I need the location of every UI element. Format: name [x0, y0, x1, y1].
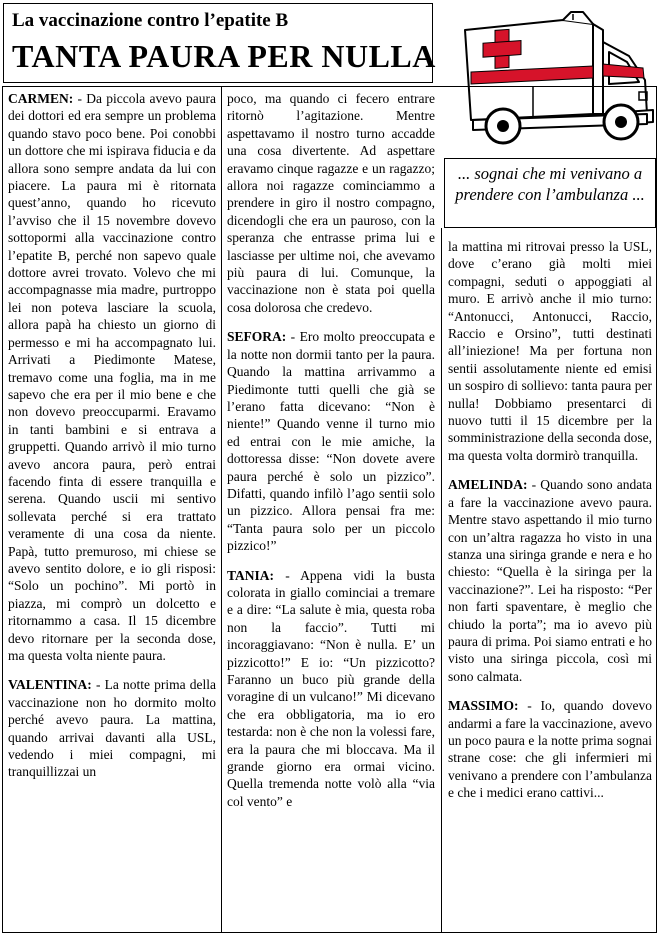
- speaker-name: SEFORA:: [227, 329, 287, 345]
- article-text: - La notte prima della vaccinazione non ho dormito molto perché avevo paura. La mattina, quando arrivai davanti alla USL, vedendo i miei compagni, mi tranquillizzai un: [8, 677, 217, 780]
- article-text: - Io, quando dovevo andarmi a fare la vaccinazione, avevo un poco paura e la notte prima sognai strane cose: che gli infermieri mi venivano a prendere con l’ambulanza e che i medici erano cattivi...: [448, 698, 653, 801]
- speaker-name: MASSIMO:: [448, 698, 519, 714]
- column-divider: [221, 87, 222, 932]
- article-text: - Ero molto preoccupata e la notte non dormii tanto per la paura. Quando la mattina arrivammo a Piedimonte tutti quelli che già se l’erano fatta dicevano: “Non è niente!” Quando venne il turno mio ed entrai con le mie amiche, la dottoressa disse: “Non dovete avere paura perché è solo un pizzico”. Difatti, quando infilò l’ago sentii solo un pizzico. Allora pensai fra me: “Tanta paura solo per un piccolo pizzico!”: [227, 329, 435, 554]
- headline-box: [3, 3, 436, 83]
- article-tania-cont: la mattina mi ritrovai presso la USL, dove c’erano già molti miei compagni, seduti o appoggiati al muro. E arrivò anche il mio turno: “Antonucci, Antonucci, Raccio, Raccio e Orsino”, tutti destinati all’iniezione! Ma per fortuna non sentii assolutamente niente ed emisi un sospiro di sollievo: tanta paura per nulla! Dobbiamo presentarci di nuovo tutti il 15 dicembre per la somministrazione della seconda dose, ma questa volta dormirò tranquilla.: [448, 239, 652, 463]
- headline-subtitle: La vaccinazione contro l’epatite B: [12, 10, 289, 31]
- speaker-name: AMELINDA:: [448, 477, 528, 493]
- speaker-name: TANIA:: [227, 567, 274, 583]
- speaker-name: VALENTINA:: [8, 677, 92, 693]
- article-carmen: [8, 90, 216, 664]
- article-tania: [227, 567, 435, 811]
- article-massimo: [448, 697, 652, 801]
- headline-title: TANTA PAURA PER NULLA: [12, 38, 436, 74]
- article-sefora: [227, 328, 435, 554]
- article-text: - Appena vidi la busta colorata in giallo cominciai a tremare e a dire: “La salute è mia, questa roba non la faccio”. Tutti mi incoraggiavano: “Non è nulla. E’ un pizzicotto!” E io: “Un pizzicotto? Faranno un buco più grande della voragine di un vulcano!” Mi dicevano che era obbligatoria, ma io ero testarda: non è che non la volessi fare, era la paura che mi bloccava. Ma il grande giorno era ormai vicino. Quella tremenda notte volò alla “via col vento” e: [227, 567, 435, 809]
- article-valentina-cont: poco, ma quando ci fecero entrare ritornò l’agitazione. Mentre aspettavamo il nostro turno accadde una cosa divertente. Ad aspettare eravamo cinque ragazze e un ragazzo; allora noi ragazze cominciammo a prendere in giro il nostro compagno, dicendogli che era un pauroso, con la speranza che entrasse prima lui e lasciasse per ultime noi, che avevamo più paura di lui. Comunque, la vaccinazione non è stata poi quella cosa dolorosa che credevo.: [227, 91, 435, 315]
- column-1: [8, 90, 216, 781]
- article-text: - Quando sono andata a fare la vaccinazione avevo paura. Mentre stavo aspettando il mio turno con un’altra ragazza ho visto in una stanza una siringa grande e nera e ho chiesto: “Quella è la siringa per la vaccinazione?”. Lei ha risposto: “Per non farti spaventare, è meglio che chiudo la porta”; ma io avevo più paura di prima. Poi siamo entrati e ho visto una siringa piccola, così mi sono calmata.: [448, 477, 653, 684]
- speaker-name: CARMEN:: [8, 91, 74, 106]
- article-text: - Da piccola avevo paura dei dottori ed era sempre un problema quando stavo poco bene. Poi conobbi un dottore che mi ispirava fiducia e da allora sono sempre andata da lui con piacere. La paura mi è ritornata quest’anno, quando ho ricevuto l’avviso che il 15 novembre dovevo sottopormi alla vaccinazione contro l’epatite B, perché non sapevo quale dottore avrei trovato. Volevo che mi accompagnasse mia madre, purtroppo lei non poteva lasciare la scuola, allora papà ha chiesto un giorno di permesso e mi ha accompagnato lui. Arrivati a Piedimonte Matese, tremavo come una foglia, ma in me sapevo che era per il mio bene e che non dovevo preoccuparmi. Eravamo in tanti bambini e si entrava a gruppetti. Quando arrivò il mio turno avevo ancora paura, però entrai facendo finta di essere tranquilla e serena. Quando uscii mi sentivo sollevata perché si era trattato veramente di una cosa da niente. Papà, tutto premuroso, mi chiese se avevo sentito dolore, e io gli risposi: “Solo un pochino”. Mi portò in piazza, mi comprò un dolcetto e ritornammo a casa. Il 15 dicembre devo ritornare per la seconda dose, ma questa volta niente paura.: [8, 91, 216, 663]
- column-divider: [441, 228, 442, 932]
- column-2: [227, 90, 435, 810]
- article-valentina: [8, 676, 216, 780]
- column-3: [448, 238, 652, 802]
- illustration-caption: ... sognai che mi venivano a prendere con l’ambulanza ...: [444, 158, 656, 228]
- article-amelinda: [448, 476, 652, 685]
